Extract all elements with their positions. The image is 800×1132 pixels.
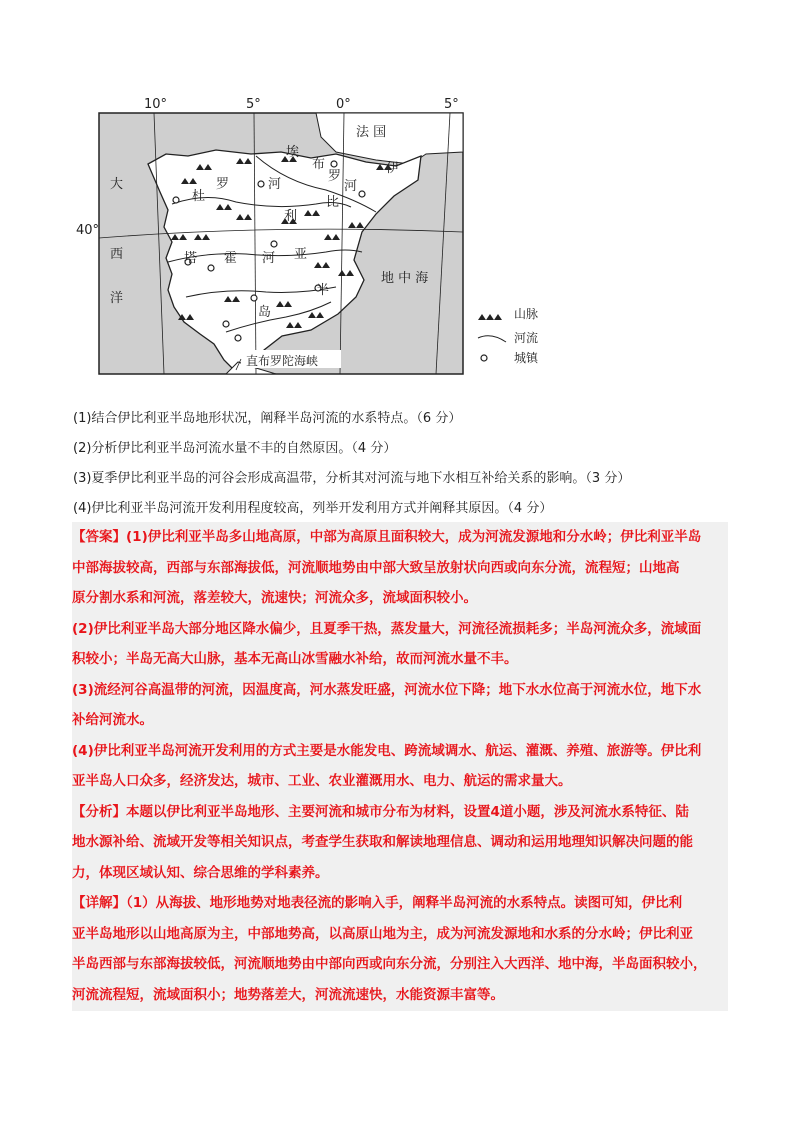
ocean-label-3: 洋 xyxy=(110,291,124,306)
river-duero-label: 罗 xyxy=(216,177,230,192)
legend-river-icon xyxy=(478,336,506,342)
town-marker xyxy=(223,321,229,327)
answer-line: 【答案】(1)伊比利亚半岛多山地高原，中部为高原且面积较大，成为河流发源地和分水岭；伊比利亚半岛 xyxy=(72,529,702,545)
peninsula-char: 半 xyxy=(316,283,330,298)
river-ebro-label: 罗 xyxy=(328,169,342,184)
river-tajo-label: 河 xyxy=(262,251,276,266)
lon-label-10w: 10° xyxy=(144,97,168,112)
town-marker xyxy=(251,295,257,301)
answer-line: 原分割水系和河流，落差较大，流速快；河流众多，流域面积较小。 xyxy=(72,590,477,606)
lon-label-5e: 5° xyxy=(444,97,459,112)
answer-line: 积较小；半岛无高大山脉，基本无高山冰雪融水补给，故而河流水量不丰。 xyxy=(72,651,518,667)
town-marker xyxy=(271,241,277,247)
ocean-label-2: 西 xyxy=(110,247,124,262)
river-ebro-label: 河 xyxy=(344,179,358,194)
town-marker xyxy=(173,197,179,203)
map-graphic xyxy=(76,92,556,382)
question-1: (1)结合伊比利亚半岛地形状况，阐释半岛河流的水系特点。（6 分） xyxy=(73,411,462,426)
town-marker xyxy=(235,335,241,341)
legend-town-icon xyxy=(481,355,487,361)
analysis-line: 地水源补给、流域开发等相关知识点，考查学生获取和解读地理信息、调动和运用地理知识解决问题的能 xyxy=(72,834,693,850)
answer-line: (3)流经河谷高温带的河流，因温度高，河水蒸发旺盛，河流水位下降；地下水水位高于河流水位，地下水 xyxy=(72,681,702,698)
river-ebro-label: 布 xyxy=(312,157,326,172)
answer-line: 补给河流水。 xyxy=(72,712,153,728)
answer-line: (2)伊比利亚半岛大部分地区降水偏少，且夏季干热，蒸发量大，河流径流损耗多；半岛河流众多，流域面 xyxy=(72,620,702,637)
peninsula-char: 岛 xyxy=(258,305,272,320)
question-3: (3)夏季伊比利亚半岛的河谷会形成高温带，分析其对河流与地下水相互补给关系的影响。（3 分） xyxy=(73,471,631,486)
legend-mountain-icon xyxy=(478,314,502,320)
town-marker xyxy=(258,181,264,187)
analysis-line: 力，体现区域认知、综合思维的学科素养。 xyxy=(72,864,329,881)
analysis-line: 【分析】本题以伊比利亚半岛地形、主要河流和城市分布为材料，设置4道小题，涉及河流水系特征、陆 xyxy=(72,803,689,820)
river-tajo-label: 霍 xyxy=(224,251,238,266)
question-2: (2)分析伊比利亚半岛河流水量不丰的自然原因。（4 分） xyxy=(73,441,397,456)
river-ebro-label: 埃 xyxy=(286,145,300,160)
detail-line: 亚半岛地形以山地高原为主，中部地势高，以高原山地为主，成为河流发源地和水系的分水岭；伊比利亚 xyxy=(72,925,693,942)
answer-block xyxy=(72,522,728,1011)
lat-label-40n: 40° xyxy=(76,223,100,238)
ocean-label-1: 大 xyxy=(110,177,124,192)
iberia-map xyxy=(76,92,556,382)
peninsula-char: 比 xyxy=(326,195,340,210)
question-4: (4)伊比利亚半岛河流开发利用程度较高，列举开发利用方式并阐释其原因。（4 分） xyxy=(73,501,553,516)
lon-label-5w: 5° xyxy=(246,97,261,112)
answer-line: (4)伊比利亚半岛河流开发利用的方式主要是水能发电、跨流域调水、航运、灌溉、养殖、旅游等。伊比利 xyxy=(72,742,702,759)
answer-line: 亚半岛人口众多，经济发达，城市、工业、农业灌溉用水、电力、航运的需求量大。 xyxy=(72,773,572,789)
peninsula-char: 利 xyxy=(284,209,298,224)
legend-river-label: 河流 xyxy=(514,331,539,345)
france-label: 法 国 xyxy=(356,125,387,140)
river-duero-label: 杜 xyxy=(192,189,206,204)
peninsula-char: 亚 xyxy=(294,247,308,262)
detail-line: 【详解】（1）从海拔、地形地势对地表径流的影响入手，阐释半岛河流的水系特点。读图可知，伊比利 xyxy=(72,895,683,911)
peninsula-char: 伊 xyxy=(386,161,400,176)
detail-line: 河流流程短，流域面积小；地势落差大，河流流速快，水能资源丰富等。 xyxy=(72,986,504,1003)
town-marker xyxy=(359,191,365,197)
legend-town-label: 城镇 xyxy=(514,351,539,365)
answer-line: 中部海拔较高，西部与东部海拔低，河流顺地势由中部大致呈放射状向西或向东分流，流程短；山地高 xyxy=(72,559,680,576)
legend-mountain-label: 山脉 xyxy=(514,307,539,321)
town-marker xyxy=(208,265,214,271)
strait-label: 直布罗陀海峡 xyxy=(246,354,319,368)
river-tajo-label: 塔 xyxy=(184,251,198,266)
river-duero-label: 河 xyxy=(268,177,282,192)
mediterranean-label: 地 中 海 xyxy=(381,271,429,286)
town-marker xyxy=(331,161,337,167)
lon-label-0: 0° xyxy=(336,97,351,112)
detail-line: 半岛西部与东部海拔较低，河流顺地势由中部向西或向东分流，分别注入大西洋、地中海，半岛面积较小， xyxy=(72,956,707,972)
